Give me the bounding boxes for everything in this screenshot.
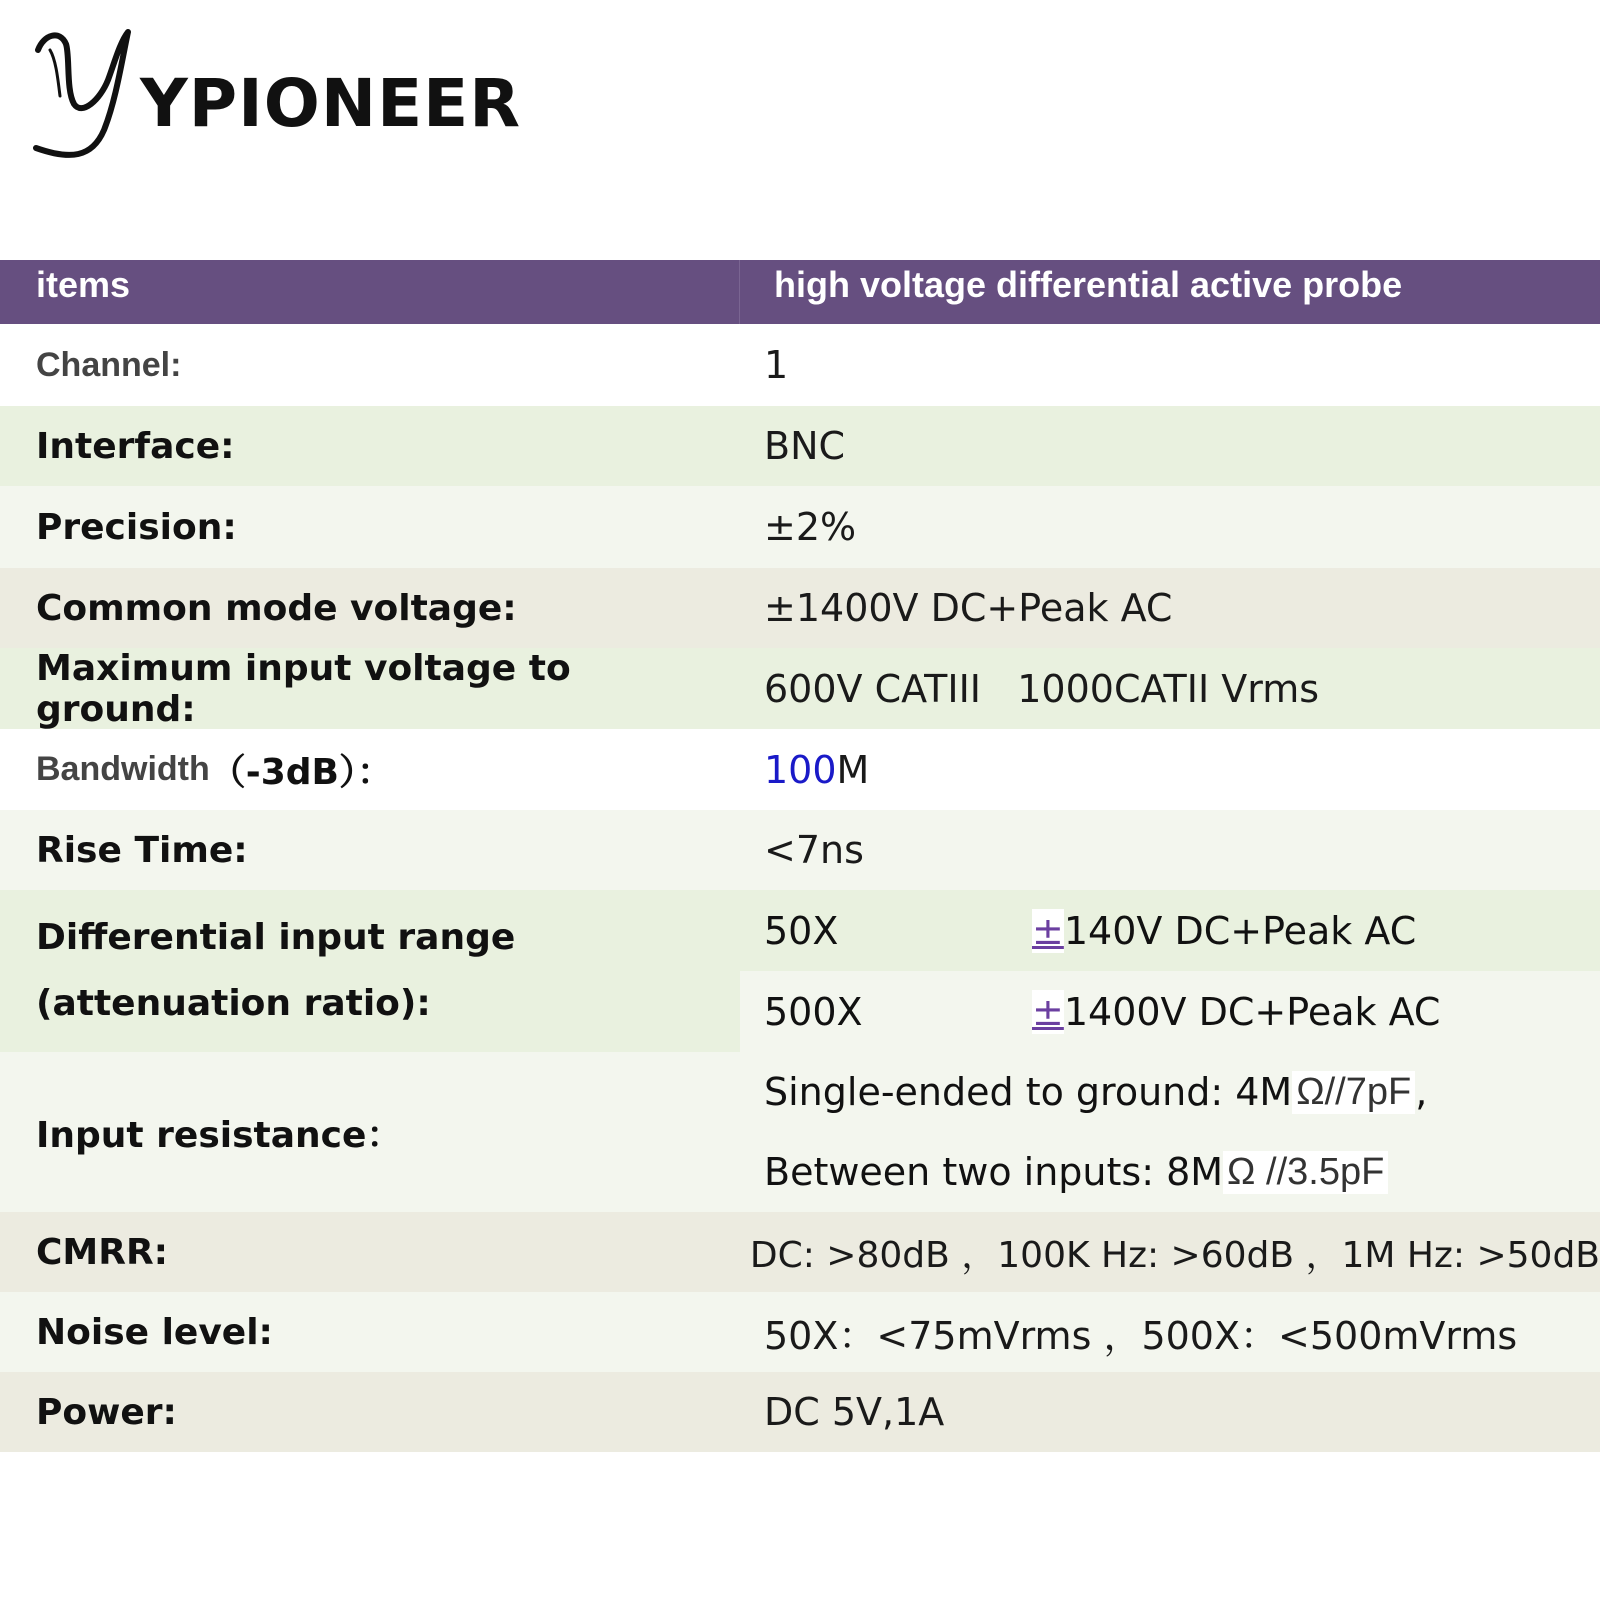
row-value: DC: >80dB ，100K Hz: >60dB ，1M Hz: >50dB [749,1234,1600,1276]
table-row-rise-time [0,810,1600,890]
logo-script-y-icon [30,20,150,170]
brand-logo [30,20,522,170]
input-resistance-label: Input resistance： [36,1114,403,1156]
row-value: ±1400V DC+Peak AC [764,586,1173,630]
bandwidth-unit: M [836,747,870,792]
row-label: Precision: [36,506,237,548]
between-inputs-spec: Ω //3.5pF [1223,1151,1388,1194]
row-value: BNC [764,424,846,468]
range-cell [1032,890,1600,971]
row-label: Channel: [36,345,182,384]
table-row-input-resistance [0,1052,1600,1212]
differential-label-line1: Differential input range [36,917,516,958]
row-label: Maximum input voltage to ground: [36,647,571,730]
row-value: <7ns [764,828,864,872]
table-row-differential [0,890,1600,1052]
table-row-noise [0,1292,1600,1372]
row-label: CMRR: [36,1231,169,1273]
row-value: DC 5V,1A [764,1390,945,1434]
table-row-bandwidth [0,729,1600,810]
header-divider [739,260,740,324]
table-row-max-input [0,648,1600,729]
plus-minus-sign: ± [1032,908,1064,953]
plus-minus-sign: ± [1032,989,1064,1034]
differential-sub-row [740,971,1600,1052]
single-ended-spec: Ω//7pF [1292,1071,1415,1114]
table-row-interface [0,406,1600,486]
row-value: 1 [764,343,789,387]
table-header [0,260,1600,324]
row-value: ±2% [764,505,857,549]
between-inputs-text: Between two inputs: 8M [764,1150,1224,1194]
input-resistance-line1 [764,1052,1600,1132]
input-resistance-line2 [764,1132,1600,1212]
header-product: high voltage differential active probe [774,264,1403,305]
differential-label [0,890,740,1052]
row-label: Noise level: [36,1311,273,1353]
differential-label-line2: (attenuation ratio): [36,983,431,1024]
bandwidth-number: 100 [764,747,837,792]
single-ended-text: Single-ended to ground: 4M [764,1070,1293,1114]
row-label: Rise Time: [36,829,248,871]
spec-table [0,260,1600,1452]
row-value: 600V CATIII 1000CATII Vrms [764,666,1320,711]
logo-wordmark: YPIONEER [140,65,522,142]
row-label: Common mode voltage: [36,587,517,629]
table-row-cmrr [0,1212,1600,1292]
ratio-cell: 500X [740,971,1032,1052]
table-row-power [0,1372,1600,1452]
single-ended-tail: , [1415,1070,1428,1114]
range-value: 1400V DC+Peak AC [1063,989,1441,1034]
table-row-channel [0,324,1600,406]
range-cell [1032,971,1600,1052]
header-items: items [36,264,131,305]
differential-sub-row [740,890,1600,971]
range-value: 140V DC+Peak AC [1063,908,1417,953]
row-label: Power: [36,1391,177,1433]
row-value: 50X：<75mVrms ，500X：<500mVrms [764,1313,1518,1358]
row-label: Interface: [36,425,235,467]
bandwidth-label: Bandwidth [36,750,210,788]
differential-values [740,890,1600,1052]
row-value [740,729,1600,810]
row-label [0,729,740,810]
ratio-cell: 50X [740,890,1032,971]
table-row-precision [0,486,1600,568]
table-row-common-mode [0,568,1600,648]
bandwidth-label-suffix: （-3dB）： [209,752,393,793]
input-resistance-values [740,1052,1600,1212]
